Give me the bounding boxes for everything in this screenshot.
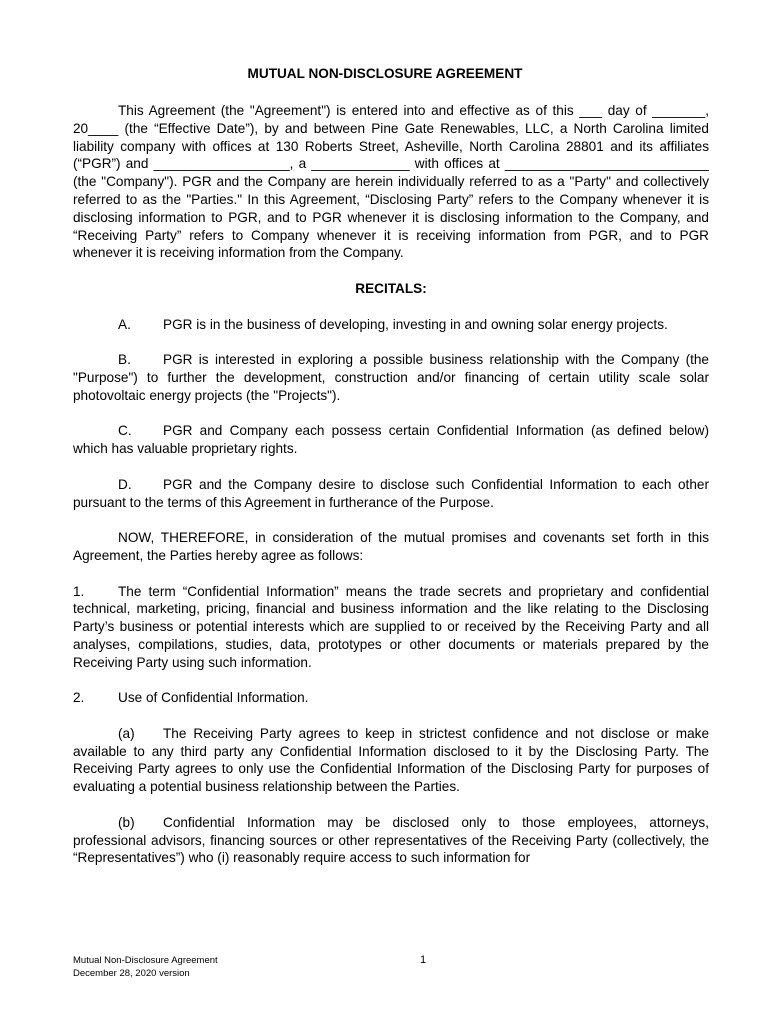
section-2-heading [73,689,709,707]
recital-c [73,422,709,458]
subsection-label: (b) [118,814,135,830]
recital-text: PGR is interested in exploring a possible business relationship with the Company (the "Purpose") to further the development, construction and/or financing of certain utility scale solar photovoltaic energy projects (the "Projects"). [73,352,709,403]
footer-version: December 28, 2020 version [73,968,190,979]
section-2b [73,814,709,867]
section-heading-text: Use of Confidential Information. [118,690,309,706]
document-title: MUTUAL NON-DISCLOSURE AGREEMENT [247,66,523,81]
footer-doc-name: Mutual Non-Disclosure Agreement [73,955,218,966]
subsection-text: Confidential Information may be disclosed only to those employees, attorneys, professional advisors, financing sources or other representatives of the Receiving Party (collectively, the “Representatives”) who (i) reasonably require access to such information for [73,814,709,866]
recital-label: C. [118,423,132,439]
recital-label: D. [118,476,132,492]
recital-text: PGR and the Company desire to disclose such Confidential Information to each other pursuant to the terms of this Agreement in furtherance of the Purpose. [73,476,709,510]
page-number: 1 [420,954,427,966]
now-therefore-paragraph: NOW, THEREFORE, in consideration of the mutual promises and covenants set forth in this Agreement, the Parties hereby agree as follows: [73,530,709,563]
recital-d [73,476,709,512]
recital-label: A. [118,316,131,332]
recital-label: B. [118,352,131,368]
recitals-heading: RECITALS: [355,280,427,296]
intro-paragraph: This Agreement (the "Agreement") is entered into and effective as of this ___ day of _______, 20____ (the “Effective Date”), by and between Pine Gate Renewables, LLC, a North Carolina limited liability company with offices at 130 Roberts Street, Asheville, North Carolina 28801 and its affiliates (“PGR”) and __________________, a _____________ with offices at ___________________________ (the "Company"). PGR and the Company are herein individually referred to as a "Party" and collectively referred to as the "Parties." In this Agreement, “Disclosing Party” refers to the Company whenever it is disclosing information to PGR, and to PGR whenever it is disclosing information to the Company, and “Receiving Party” refers to Company whenever it is receiving information from PGR, and to PGR whenever it is receiving information from the Company. [73,103,709,261]
section-text: The term “Confidential Information” means the trade secrets and proprietary and confidential technical, marketing, pricing, financial and business information and the like relating to the Disclosing Party’s business or potential interests which are supplied to or received by the Receiving Party and all analyses, compilations, studies, data, prototypes or other documents or materials prepared by the Receiving Party using such information. [73,583,709,670]
document-body [73,102,709,867]
section-1 [73,583,709,672]
section-label: 1. [73,583,85,599]
section-label: 2. [73,690,85,706]
recital-text: PGR and Company each possess certain Confidential Information (as defined below) which has valuable proprietary rights. [73,423,709,457]
recital-text: PGR is in the business of developing, investing in and owning solar energy projects. [163,316,668,332]
section-2a [73,725,709,796]
footer-info [73,954,218,980]
subsection-text: The Receiving Party agrees to keep in strictest confidence and not disclose or make available to any third party any Confidential Information disclosed to it by the Disclosing Party. The Receiving Party agrees to only use the Confidential Information of the Disclosing Party for purposes of evaluating a potential business relationship between the Parties. [73,725,709,795]
recital-b [73,351,709,404]
subsection-label: (a) [118,725,135,741]
recital-a [73,316,709,334]
